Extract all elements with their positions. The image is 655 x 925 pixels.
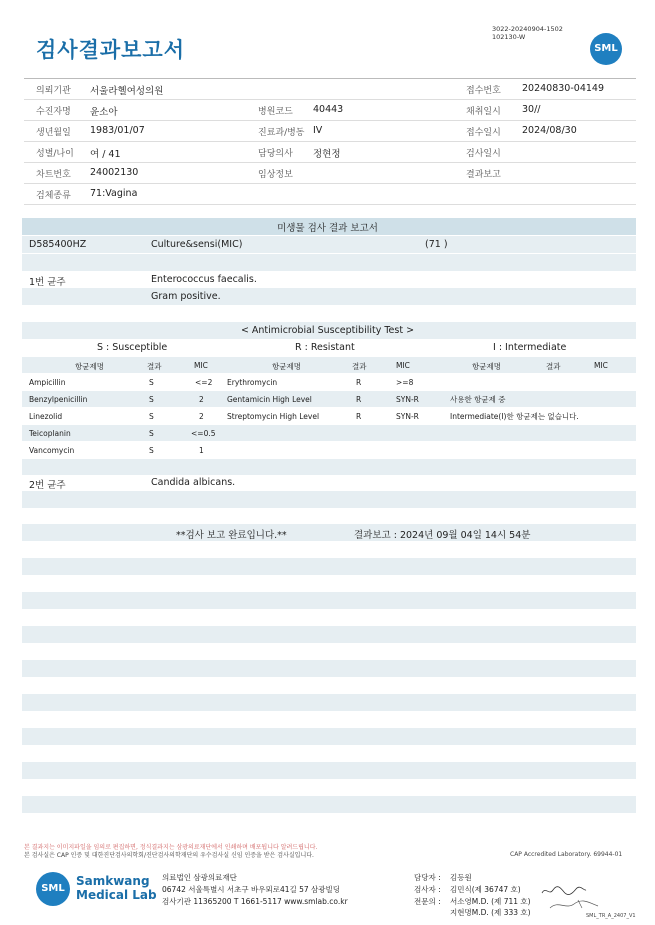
row-band	[22, 524, 636, 541]
value-receipt-date: 2024/08/30	[522, 125, 577, 136]
drug-name: Gentamicin High Level	[227, 395, 312, 404]
row-band	[22, 660, 636, 677]
label-specialist: 전문의 :	[414, 897, 441, 906]
brand-line-2: Medical Lab	[76, 888, 157, 902]
label-requesting-clinic: 의뢰기관	[36, 86, 71, 96]
value-specialist-2: 지현명M.D. (제 333 호)	[450, 908, 531, 917]
label-department: 진료과/병동	[258, 128, 305, 138]
value-receipt-number: 20240830-04149	[522, 83, 605, 94]
brand-line-1: Samkwang	[76, 874, 150, 888]
drug-mic: 1	[199, 446, 204, 455]
drug-name: Linezolid	[29, 412, 63, 421]
row-band	[22, 236, 636, 253]
info-row	[24, 142, 636, 163]
form-code: SML_TR_A_2407_V1	[586, 913, 636, 919]
test-name: Culture&sensi(MIC)	[151, 239, 243, 250]
drug-mic: 2	[199, 412, 204, 421]
intermediate-note: 사용한 항균제 중	[450, 395, 506, 404]
col-mic-1: MIC	[194, 361, 208, 370]
label-sex-age: 성별/나이	[36, 149, 74, 159]
row-band	[22, 796, 636, 813]
label-receipt-number: 접수번호	[466, 86, 501, 96]
drug-result: R	[356, 395, 362, 404]
value-patient-name: 윤소아	[90, 107, 118, 118]
label-test-date: 검사일시	[466, 149, 501, 159]
table-row	[0, 425, 655, 442]
drug-name: Vancomycin	[29, 446, 75, 455]
row-band	[22, 357, 636, 373]
drug-result: S	[149, 429, 154, 438]
drug-mic: >=8	[396, 378, 414, 387]
label-chart-number: 차트번호	[36, 170, 71, 180]
drug-mic: SYN-R	[396, 412, 419, 421]
value-manager: 김등원	[450, 873, 472, 882]
drug-result: S	[149, 395, 154, 404]
col-mic-2: MIC	[396, 361, 410, 370]
table-row	[0, 408, 655, 425]
drug-name: Benzylpenicillin	[29, 395, 88, 404]
drug-result: R	[356, 412, 362, 421]
drug-name: Teicoplanin	[29, 429, 71, 438]
document-id	[492, 25, 563, 41]
drug-mic: SYN-R	[396, 395, 419, 404]
sml-logo: SML	[590, 33, 622, 65]
cap-accreditation: CAP Accredited Laboratory. 69944-01	[510, 851, 623, 858]
col-drug-2: 항균제명	[272, 362, 301, 371]
organism-2-name: Candida albicans.	[151, 477, 236, 488]
organism-1-label: 1번 균주	[29, 277, 66, 288]
legend-resistant: R : Resistant	[295, 342, 355, 353]
table-row	[0, 374, 655, 391]
samkwang-brand	[76, 874, 157, 902]
label-receipt-date: 접수일시	[466, 128, 501, 138]
org-contact: 검사기관 11365200 T 1661-5117 www.smlab.co.kr	[162, 897, 348, 906]
organism-1-gram: Gram positive.	[151, 291, 221, 302]
col-result-1: 결과	[147, 362, 162, 371]
test-number: (71 )	[425, 239, 448, 250]
label-hospital-code: 병원코드	[258, 107, 293, 117]
samkwang-logo: SML	[36, 872, 70, 906]
value-birth-date: 1983/01/07	[90, 125, 145, 136]
info-row	[24, 79, 636, 100]
drug-mic: <=2	[195, 378, 213, 387]
row-band	[22, 762, 636, 779]
value-tester: 김민식(제 36747 호)	[450, 885, 521, 894]
row-band	[22, 491, 636, 508]
value-sex-age: 여 / 41	[90, 149, 121, 160]
drug-result: S	[149, 378, 154, 387]
drug-result: S	[149, 446, 154, 455]
table-row	[0, 442, 655, 459]
org-name: 의료법인 삼광의료재단	[162, 873, 237, 882]
report-time: 결과보고 : 2024년 09월 04일 14시 54분	[354, 530, 531, 541]
label-birth-date: 생년월일	[36, 128, 71, 138]
label-clinical-info: 임상정보	[258, 170, 293, 180]
row-band	[22, 728, 636, 745]
row-band	[22, 592, 636, 609]
col-drug-1: 항균제명	[75, 362, 104, 371]
row-band	[22, 626, 636, 643]
table-row	[0, 391, 655, 408]
value-chart-number: 24002130	[90, 167, 139, 178]
col-mic-3: MIC	[594, 361, 608, 370]
drug-name: Streptomycin High Level	[227, 412, 320, 421]
col-result-3: 결과	[546, 362, 561, 371]
value-specialist-1: 서소영M.D. (제 711 호)	[450, 897, 531, 906]
label-manager: 담당자 :	[414, 873, 441, 882]
info-row	[24, 121, 636, 142]
drug-result: S	[149, 412, 154, 421]
ast-title: < Antimicrobial Susceptibility Test >	[240, 325, 415, 336]
label-patient-name: 수진자명	[36, 107, 71, 117]
value-specimen-type: 71:Vagina	[90, 188, 138, 199]
organism-2-label: 2번 균주	[29, 480, 66, 491]
drug-mic: 2	[199, 395, 204, 404]
value-requesting-clinic: 서울라헬여성의원	[90, 86, 164, 97]
drug-mic: <=0.5	[191, 429, 216, 438]
report-title: 검사결과보고서	[36, 38, 186, 62]
row-band	[22, 558, 636, 575]
col-drug-3: 항균제명	[472, 362, 501, 371]
legend-intermediate: I : Intermediate	[493, 342, 567, 353]
info-row	[24, 100, 636, 121]
org-address: 06742 서울특별시 서초구 바우뫼로41길 57 삼광빌딩	[162, 885, 341, 894]
intermediate-note: Intermediate(I)한 항균제는 없습니다.	[450, 412, 579, 421]
document-id-line-2: 102130-W	[492, 33, 526, 41]
signature-image	[548, 896, 600, 914]
legend-susceptible: S : Susceptible	[97, 342, 168, 353]
report-complete-message: **검사 보고 완료입니다.**	[176, 530, 287, 541]
organism-1-name: Enterococcus faecalis.	[151, 274, 257, 285]
drug-result: R	[356, 378, 362, 387]
label-specimen-type: 검체종류	[36, 191, 71, 201]
drug-name: Erythromycin	[227, 378, 278, 387]
notice-line-1: 본 결과지는 이미지파일을 임의로 편집하면, 정식결과지는 삼광의료재단에서 인쇄하며 배포됩니다 알려드립니다.	[24, 844, 318, 851]
value-collection-date: 30//	[522, 104, 541, 115]
info-row	[24, 184, 636, 205]
value-department: IV	[313, 125, 323, 136]
row-band	[22, 694, 636, 711]
document-id-line-1: 3022-20240904-1502	[492, 25, 563, 33]
section-title: 미생물 검사 결과 보고서	[277, 223, 378, 234]
col-result-2: 결과	[352, 362, 367, 371]
value-hospital-code: 40443	[313, 104, 344, 115]
value-doctor: 정현정	[313, 149, 341, 160]
test-code: D585400HZ	[29, 239, 87, 250]
label-tester: 검사자 :	[414, 885, 441, 894]
info-row	[24, 163, 636, 184]
row-band	[22, 288, 636, 305]
label-doctor: 담당의사	[258, 149, 293, 159]
label-result-report: 결과보고	[466, 170, 501, 180]
label-collection-date: 채취일시	[466, 107, 501, 117]
row-band	[22, 459, 636, 475]
drug-name: Ampicillin	[29, 378, 66, 387]
row-band	[22, 254, 636, 271]
notice-line-2: 본 검사실은 CAP 인증 및 대한진단검사의학회/진단검사의학재단의 우수검사실 신임 인증을 받은 검사실입니다.	[24, 852, 314, 859]
